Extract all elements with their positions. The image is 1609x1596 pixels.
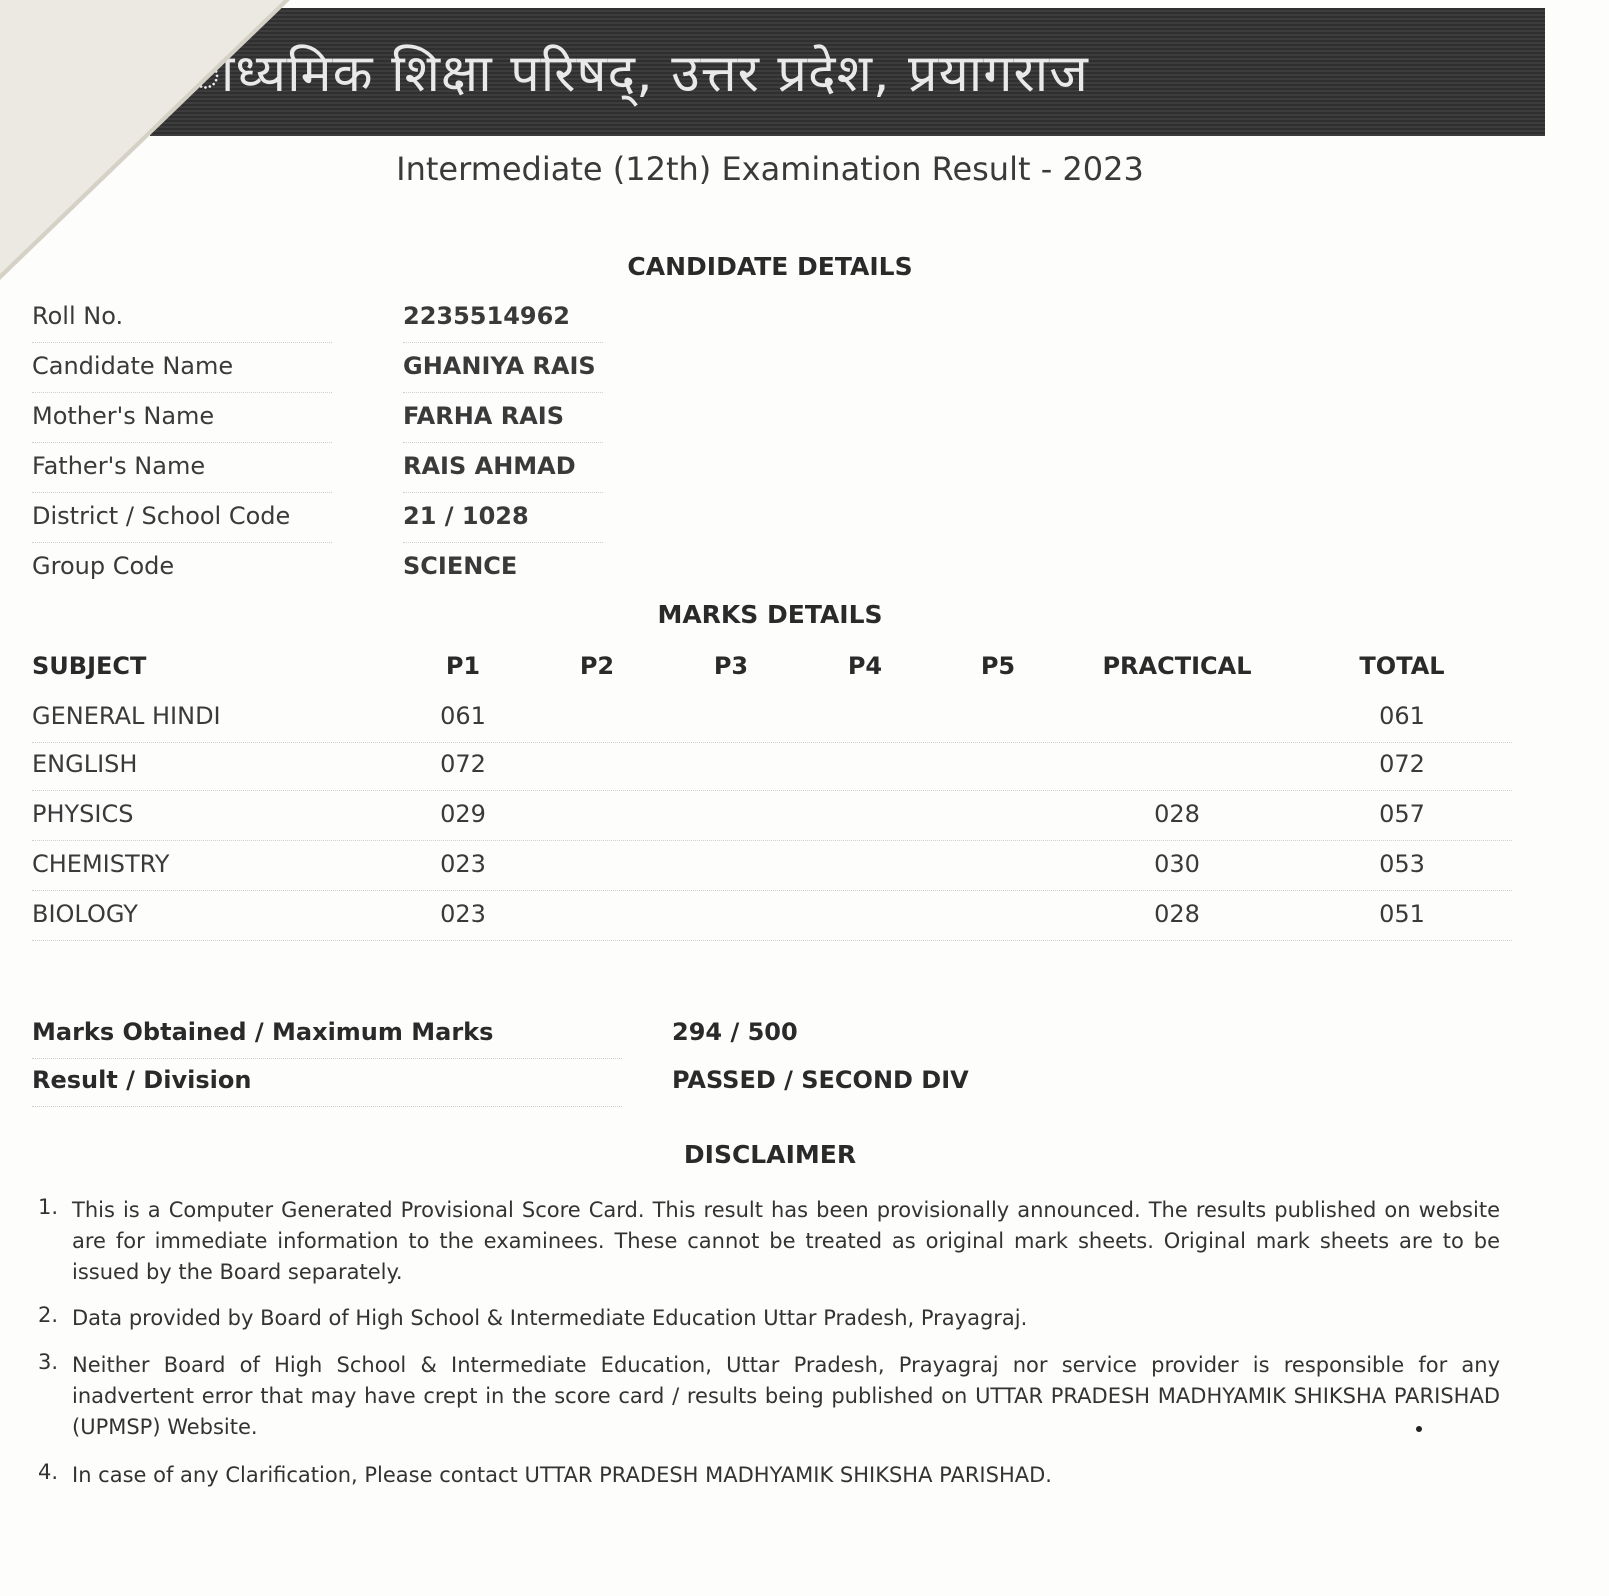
scan-speck bbox=[1416, 1426, 1422, 1432]
divider bbox=[32, 442, 332, 443]
disclaimer-item bbox=[38, 1350, 1503, 1446]
divider bbox=[403, 442, 603, 443]
result-division-value: PASSED / SECOND DIV bbox=[672, 1066, 969, 1094]
subject-cell: BIOLOGY bbox=[32, 900, 138, 928]
disclaimer-number: 4. bbox=[38, 1460, 59, 1484]
disclaimer-number: 3. bbox=[38, 1350, 59, 1374]
row-label: Roll No. bbox=[32, 302, 124, 330]
header-total: TOTAL bbox=[1359, 652, 1445, 680]
divider bbox=[32, 342, 332, 343]
row-value: 21 / 1028 bbox=[403, 502, 529, 530]
total-cell: 053 bbox=[1379, 850, 1425, 878]
divider bbox=[403, 492, 603, 493]
header-p5: P5 bbox=[980, 652, 1016, 680]
row-value: GHANIYA RAIS bbox=[403, 352, 596, 380]
disclaimer-title: DISCLAIMER bbox=[683, 1140, 857, 1169]
divider bbox=[32, 492, 332, 493]
row-label: District / School Code bbox=[32, 502, 291, 530]
practical-cell: 030 bbox=[1154, 850, 1200, 878]
disclaimer-item bbox=[38, 1195, 1503, 1291]
divider bbox=[32, 1058, 622, 1059]
total-cell: 061 bbox=[1379, 702, 1425, 730]
header-subject: SUBJECT bbox=[32, 652, 147, 680]
p1-cell: 029 bbox=[440, 800, 486, 828]
divider bbox=[32, 392, 332, 393]
p1-cell: 023 bbox=[440, 850, 486, 878]
subject-cell: GENERAL HINDI bbox=[32, 702, 221, 730]
disclaimer-number: 1. bbox=[38, 1195, 59, 1219]
marks-obtained-label: Marks Obtained / Maximum Marks bbox=[32, 1018, 494, 1046]
disclaimer-text: This is a Computer Generated Provisional Score Card. This result has been provisionally announced. The results published on website are for immediate information to the examinees. These cannot be treated as original mark sheets. Original mark sheets are to be issued by the Board separately. bbox=[72, 1198, 1500, 1284]
row-value: SCIENCE bbox=[403, 552, 518, 580]
disclaimer-item bbox=[38, 1460, 1503, 1494]
board-header-banner bbox=[150, 8, 1545, 136]
divider bbox=[32, 890, 1512, 891]
p1-cell: 072 bbox=[440, 750, 486, 778]
header-p3: P3 bbox=[713, 652, 749, 680]
p1-cell: 023 bbox=[440, 900, 486, 928]
header-p2: P2 bbox=[579, 652, 615, 680]
practical-cell: 028 bbox=[1154, 900, 1200, 928]
disclaimer-text: Neither Board of High School & Intermediate Education, Uttar Pradesh, Prayagraj nor service provider is responsible for any inadvertent error that may have crept in the score card / results being published on UTTAR PRADESH MADHYAMIK SHIKSHA PARISHAD (UPMSP) Website. bbox=[72, 1353, 1500, 1439]
divider bbox=[403, 342, 603, 343]
header-p4: P4 bbox=[847, 652, 883, 680]
total-cell: 051 bbox=[1379, 900, 1425, 928]
total-cell: 072 bbox=[1379, 750, 1425, 778]
divider bbox=[403, 542, 603, 543]
disclaimer-item bbox=[38, 1303, 1503, 1337]
divider bbox=[32, 742, 1512, 743]
row-label: Mother's Name bbox=[32, 402, 215, 430]
divider bbox=[32, 840, 1512, 841]
divider bbox=[32, 940, 1512, 941]
subject-cell: ENGLISH bbox=[32, 750, 138, 778]
subject-cell: PHYSICS bbox=[32, 800, 134, 828]
candidate-details-title: CANDIDATE DETAILS bbox=[627, 252, 913, 281]
row-label: Group Code bbox=[32, 552, 175, 580]
disclaimer-text: In case of any Clarification, Please contact UTTAR PRADESH MADHYAMIK SHIKSHA PARISHAD. bbox=[72, 1463, 1052, 1487]
exam-title: Intermediate (12th) Examination Result - 2023 bbox=[396, 150, 1144, 188]
marks-obtained-value: 294 / 500 bbox=[672, 1018, 798, 1046]
row-value: RAIS AHMAD bbox=[403, 452, 576, 480]
row-value: 2235514962 bbox=[403, 302, 570, 330]
marks-table-header bbox=[0, 652, 1540, 698]
divider bbox=[32, 1106, 622, 1107]
board-name-hindi: ाध्यमिक शिक्षा परिषद्, उत्तर प्रदेश, प्रयागराज bbox=[190, 44, 1089, 104]
disclaimer-number: 2. bbox=[38, 1303, 59, 1327]
row-label: Candidate Name bbox=[32, 352, 234, 380]
disclaimer-text: Data provided by Board of High School & Intermediate Education Uttar Pradesh, Prayagraj. bbox=[72, 1306, 1028, 1330]
divider bbox=[403, 392, 603, 393]
subject-cell: CHEMISTRY bbox=[32, 850, 170, 878]
practical-cell: 028 bbox=[1154, 800, 1200, 828]
p1-cell: 061 bbox=[440, 702, 486, 730]
marks-details-title: MARKS DETAILS bbox=[657, 600, 883, 629]
row-label: Father's Name bbox=[32, 452, 206, 480]
row-value: FARHA RAIS bbox=[403, 402, 564, 430]
divider bbox=[32, 542, 332, 543]
header-p1: P1 bbox=[445, 652, 481, 680]
result-division-label: Result / Division bbox=[32, 1066, 252, 1094]
total-cell: 057 bbox=[1379, 800, 1425, 828]
header-practical: PRACTICAL bbox=[1102, 652, 1252, 680]
divider bbox=[32, 790, 1512, 791]
candidate-row-group-code bbox=[0, 552, 1540, 598]
page-fold-highlight bbox=[0, 0, 284, 274]
